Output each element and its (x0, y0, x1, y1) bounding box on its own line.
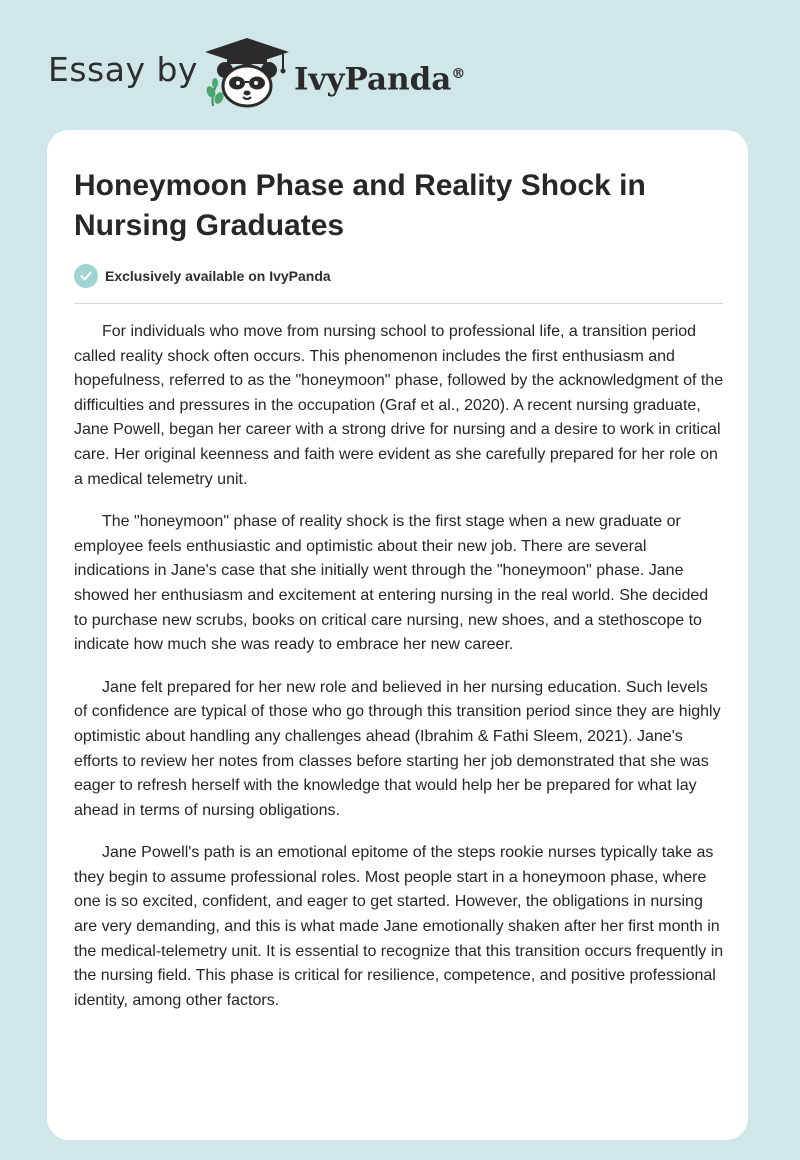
essay-title: Honeymoon Phase and Reality Shock in Nursing Graduates (74, 169, 646, 242)
essay-by-label: Essay by (48, 50, 198, 89)
brand-name[interactable] (294, 54, 465, 99)
paragraph: Jane Powell's path is an emotional epitome of the steps rookie nurses typically take as they begin to assume professional roles. Most people start in a honeymoon phase, where one is so excited, confident, and eager to get started. However, the obligations in nursing are very demanding, and this is what made Jane emotionally shaken after her first month in the medical-telemetry unit. It is essential to recognize that this transition occurs frequently in the nursing field. This phase is critical for resilience, competence, and positive professional identity, among other factors. (74, 844, 724, 1009)
registered-mark: ® (451, 66, 466, 82)
essay-body (74, 320, 724, 1031)
essay-card (47, 130, 748, 1140)
divider (74, 303, 723, 304)
exclusive-badge-label: Exclusively available on IvyPanda (105, 268, 331, 284)
paragraph: The "honeymoon" phase of reality shock is the first stage when a new graduate or employee feels enthusiastic and optimistic about their new job. There are several indications in Jane's case that she initially went through the "honeymoon" phase. Jane showed her enthusiasm and excitement at entering nursing in the real world. She decided to purchase new scrubs, books on critical care nursing, new shoes, and a stethoscope to indicate how much she was ready to embrace her new career. (74, 513, 709, 654)
site-header (0, 0, 800, 120)
paragraph: Jane felt prepared for her new role and believed in her nursing education. Such levels of confidence are typical of those who go through this transition period since they are highly optimistic about handling any challenges ahead (Ibrahim & Fathi Sleem, 2021). Jane's efforts to review her notes from classes before starting her job demonstrated that she was eager to refresh herself with the knowledge that would help her be prepared for what lay ahead in terms of nursing obligations. (74, 678, 721, 819)
check-circle-icon (74, 264, 98, 288)
exclusive-badge (74, 264, 331, 288)
brand-name-text: IvyPanda (294, 61, 452, 98)
paragraph: For individuals who move from nursing school to professional life, a transition period called reality shock often occurs. This phenomenon includes the first enthusiasm and hopefulness, referred to as the "honeymoon" phase, followed by the acknowledgment of the difficulties and pressures in the occupation (Graf et al., 2020). A recent nursing graduate, Jane Powell, began her career with a strong drive for nursing and a desire to work in critical care. Her original keenness and faith were evident as she carefully prepared for her role on a medical telemetry unit. (74, 323, 724, 488)
panda-graduate-logo-icon[interactable] (203, 36, 291, 108)
